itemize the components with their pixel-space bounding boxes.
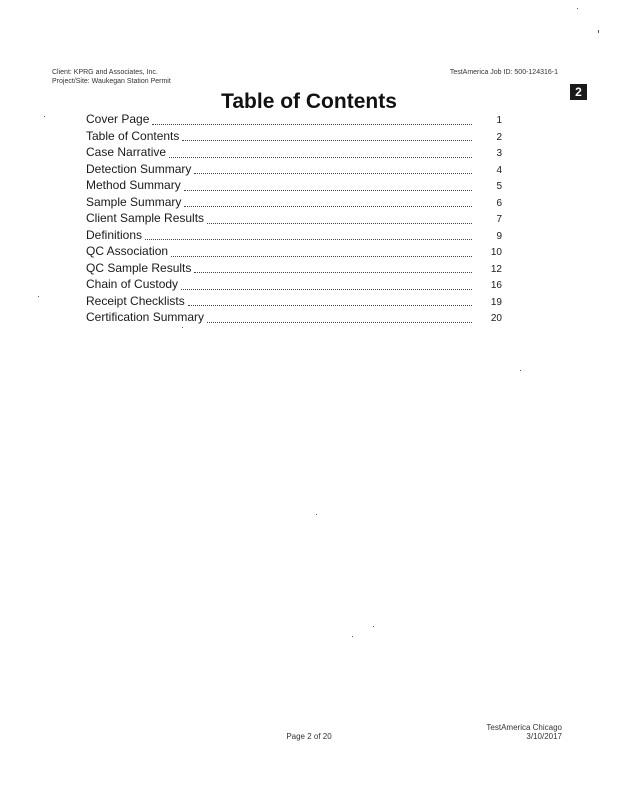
- toc-entry[interactable]: [86, 260, 502, 277]
- scan-speck: [577, 8, 578, 9]
- toc-entry[interactable]: [86, 243, 502, 260]
- toc-entry-page: 10: [490, 247, 502, 258]
- toc-entry-label: Client Sample Results: [86, 211, 205, 225]
- scan-speck: [182, 327, 183, 328]
- header-left: [52, 68, 171, 86]
- toc-leader-dots: [188, 305, 472, 306]
- job-id: TestAmerica Job ID: 500-124316-1: [449, 69, 558, 76]
- toc-entry-label: Method Summary: [86, 178, 181, 192]
- project-line: Project/Site: Waukegan Station Permit: [52, 78, 171, 85]
- toc-entry[interactable]: [86, 177, 502, 194]
- toc-leader-dots: [184, 190, 472, 191]
- toc-entry[interactable]: [86, 276, 502, 293]
- toc-entry[interactable]: [86, 111, 502, 128]
- toc-entry[interactable]: [86, 227, 502, 244]
- toc-entry-page: 16: [490, 280, 502, 291]
- scan-speck: [352, 636, 353, 637]
- toc-entry-page: 3: [496, 148, 502, 159]
- scan-speck: [373, 626, 374, 627]
- toc-entry-page: 4: [496, 164, 502, 176]
- scan-speck: [520, 370, 521, 371]
- scan-speck: [38, 296, 39, 297]
- toc-entry-label: QC Association: [86, 244, 169, 258]
- toc-leader-dots: [145, 239, 472, 240]
- toc-entry-label: Detection Summary: [86, 161, 192, 176]
- toc-leader-dots: [182, 140, 472, 141]
- toc-leader-dots: [171, 256, 472, 257]
- toc-leader-dots: [181, 289, 472, 290]
- toc-leader-dots: [207, 322, 472, 323]
- scan-speck: [44, 116, 45, 117]
- toc-leader-dots: [184, 206, 472, 207]
- client-line: Client: KPRG and Associates, Inc.: [52, 69, 158, 76]
- footer-lab-info: [486, 723, 562, 741]
- toc-entry[interactable]: [86, 128, 502, 145]
- toc-entry[interactable]: [86, 161, 502, 178]
- lab-name: TestAmerica Chicago: [486, 723, 562, 732]
- toc-entry-page: 9: [496, 230, 502, 242]
- toc-entry-page: 7: [496, 214, 502, 225]
- toc-entry-label: Definitions: [86, 227, 143, 242]
- toc-entry-page: 12: [490, 263, 502, 275]
- toc-leader-dots: [169, 157, 472, 158]
- toc-leader-dots: [152, 124, 472, 125]
- toc-entry-label: Receipt Checklists: [86, 293, 185, 308]
- toc-leader-dots: [194, 173, 472, 174]
- toc-list: [86, 111, 502, 326]
- toc-entry-label: Sample Summary: [86, 194, 182, 209]
- toc-entry[interactable]: [86, 293, 502, 310]
- toc-entry-label: Cover Page: [86, 112, 150, 126]
- toc-entry[interactable]: [86, 309, 502, 326]
- toc-leader-dots: [207, 223, 472, 224]
- toc-entry-page: 6: [496, 197, 502, 209]
- page-title: Table of Contents: [221, 90, 397, 113]
- scan-speck: [598, 30, 599, 33]
- toc-entry[interactable]: [86, 210, 502, 227]
- toc-entry-label: Table of Contents: [86, 128, 180, 143]
- toc-entry-label: Certification Summary: [86, 310, 205, 324]
- toc-entry-page: 2: [496, 131, 502, 143]
- scan-speck: [316, 514, 317, 515]
- toc-leader-dots: [194, 272, 472, 273]
- toc-entry-page: 20: [490, 313, 502, 324]
- toc-entry-label: Case Narrative: [86, 145, 167, 159]
- toc-entry[interactable]: [86, 144, 502, 161]
- section-tab-badge: 2: [570, 84, 587, 100]
- report-date: 3/10/2017: [526, 732, 562, 741]
- toc-entry-page: 5: [496, 181, 502, 192]
- toc-entry-page: 19: [490, 296, 502, 308]
- toc-entry-label: Chain of Custody: [86, 277, 179, 291]
- page-number: Page 2 of 20: [286, 732, 332, 741]
- toc-entry[interactable]: [86, 194, 502, 211]
- toc-entry-page: 1: [496, 115, 502, 126]
- toc-entry-label: QC Sample Results: [86, 260, 192, 275]
